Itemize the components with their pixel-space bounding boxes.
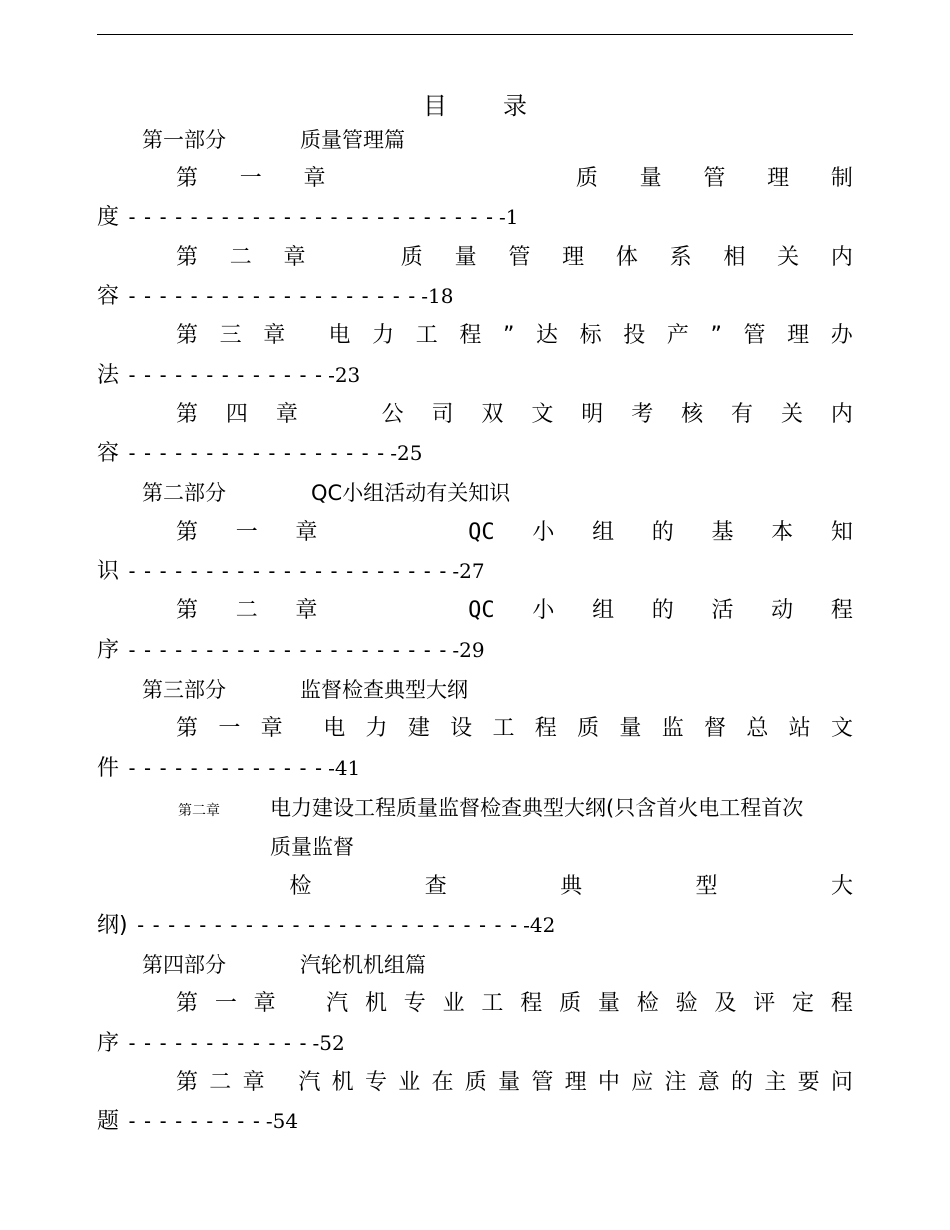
toc-entry-char: 小 <box>532 598 555 623</box>
toc-entry-char: 知 <box>830 520 853 545</box>
toc-entry-char: 站 <box>788 716 811 741</box>
toc-entry-char: 量 <box>498 1070 521 1095</box>
toc-entry-char: 管 <box>531 1070 554 1095</box>
toc-entry-char: QC <box>468 520 495 545</box>
toc-leader-1-4: 容 ------------------25 <box>97 441 423 466</box>
toc-entry-3-2-spaced <box>176 874 853 900</box>
toc-entry-4-1[interactable] <box>176 991 853 1017</box>
toc-entry-3-2-line2: 质量监督 <box>270 835 354 859</box>
toc-entry-2-1[interactable] <box>176 520 853 546</box>
toc-entry-char: 第 <box>176 402 199 427</box>
toc-entry-char: 在 <box>431 1070 454 1095</box>
page-number: -54 <box>265 1109 299 1133</box>
toc-leader-3-2: 纲) --------------------------42 <box>97 913 556 938</box>
toc-entry-char: 力 <box>365 716 388 741</box>
toc-entry-char: 业 <box>398 1070 421 1095</box>
toc-leader-1-1: 度 -------------------------1 <box>97 205 519 230</box>
toc-entry-1-1[interactable] <box>176 166 853 192</box>
toc-entry-char: 章 <box>275 402 298 427</box>
toc-leader-2-1: 识 ----------------------27 <box>97 559 485 584</box>
toc-entry-char: 意 <box>697 1070 720 1095</box>
toc-leader-1-3: 法 --------------23 <box>97 363 361 388</box>
toc-entry-char: 理 <box>787 323 810 348</box>
toc-entry-char: 产 <box>666 323 689 348</box>
toc-entry-char: 文 <box>531 402 554 427</box>
toc-entry-char: 汽 <box>298 1070 321 1095</box>
toc-entry-char: 组 <box>592 520 615 545</box>
toc-entry-char: 第 <box>176 166 199 191</box>
page-number: -42 <box>523 913 556 937</box>
toc-entry-char: 大 <box>830 874 853 899</box>
toc-entry-char: 二 <box>229 245 252 270</box>
toc-entry-char: 章 <box>295 598 318 623</box>
toc-entry-char: 质 <box>575 166 598 191</box>
toc-entry-char: 质 <box>559 991 582 1016</box>
header-rule <box>97 34 853 35</box>
toc-entry-char: 量 <box>639 166 662 191</box>
toc-entry-char: 动 <box>771 598 794 623</box>
toc-entry-char: 质 <box>400 245 423 270</box>
toc-entry-char: 章 <box>253 991 276 1016</box>
toc-entry-char: 一 <box>239 166 262 191</box>
toc-entry-char: 程 <box>830 991 853 1016</box>
toc-entry-char: 基 <box>711 520 734 545</box>
toc-entry-char: 电 <box>328 323 351 348</box>
toc-entry-char: 汽 <box>326 991 349 1016</box>
toc-entry-char: 业 <box>442 991 465 1016</box>
toc-entry-1-3[interactable] <box>176 323 853 349</box>
toc-entry-char: 管 <box>703 166 726 191</box>
toc-entry-char: 第 <box>176 245 199 270</box>
toc-entry-char: 建 <box>407 716 430 741</box>
toc-entry-char: 标 <box>579 323 602 348</box>
toc-entry-char: 注 <box>664 1070 687 1095</box>
toc-entry-2-2[interactable] <box>176 598 853 624</box>
toc-entry-char: 司 <box>431 402 454 427</box>
toc-leader-1-2: 容 --------------------18 <box>97 284 454 309</box>
part-3-label: 第三部分 <box>142 678 226 702</box>
toc-entry-char: 制 <box>830 166 853 191</box>
chapter-3-2-label: 第二章 <box>178 803 220 819</box>
toc-entry-1-4[interactable] <box>176 402 853 428</box>
toc-entry-char: 中 <box>597 1070 620 1095</box>
part-2-label: 第二部分 <box>142 481 226 505</box>
toc-entry-char: 内 <box>830 245 853 270</box>
toc-entry-char: 工 <box>481 991 504 1016</box>
toc-entry-char: 关 <box>777 245 800 270</box>
toc-entry-char: 督 <box>704 716 727 741</box>
toc-entry-char: 定 <box>792 991 815 1016</box>
toc-entry-char: 一 <box>214 991 237 1016</box>
toc-entry-char: 量 <box>597 991 620 1016</box>
page-number: -25 <box>390 441 423 465</box>
part-2-name: QC小组活动有关知识 <box>311 481 511 505</box>
toc-entry-char: 章 <box>283 245 306 270</box>
toc-entry-char: 检 <box>636 991 659 1016</box>
page-number: -18 <box>421 284 454 308</box>
toc-entry-char: 的 <box>651 598 674 623</box>
toc-entry-char: 工 <box>415 323 438 348</box>
toc-leader-2-2: 序 ----------------------29 <box>97 638 485 663</box>
toc-entry-char: 查 <box>424 874 447 899</box>
page-number: -1 <box>499 205 519 229</box>
page-number: -29 <box>452 638 485 662</box>
toc-entry-char: 型 <box>695 874 718 899</box>
toc-entry-char: 第 <box>176 716 199 741</box>
toc-entry-char: 考 <box>631 402 654 427</box>
toc-entry-char: 内 <box>830 402 853 427</box>
toc-entry-3-2-line1[interactable]: 电力建设工程质量监督检查典型大纲(只含首火电工程首次 <box>270 796 804 820</box>
toc-entry-char: 电 <box>323 716 346 741</box>
toc-entry-char: 机 <box>331 1070 354 1095</box>
toc-entry-char: 工 <box>492 716 515 741</box>
toc-entry-char: 组 <box>592 598 615 623</box>
toc-entry-char: 的 <box>731 1070 754 1095</box>
toc-entry-char: 相 <box>723 245 746 270</box>
toc-entry-char: 力 <box>372 323 395 348</box>
toc-entry-char: 双 <box>481 402 504 427</box>
toc-entry-char: 核 <box>681 402 704 427</box>
toc-leader-3-1: 件 --------------41 <box>97 756 361 781</box>
toc-entry-char: 质 <box>577 716 600 741</box>
toc-entry-char: 专 <box>364 1070 387 1095</box>
toc-entry-char: 程 <box>459 323 482 348</box>
toc-entry-char: 质 <box>464 1070 487 1095</box>
toc-entry-char: 章 <box>295 520 318 545</box>
toc-entry-char: 活 <box>711 598 734 623</box>
toc-entry-3-1[interactable] <box>176 716 853 742</box>
toc-entry-char: 理 <box>767 166 790 191</box>
part-1-name: 质量管理篇 <box>300 128 405 152</box>
toc-entry-char: 达 <box>536 323 559 348</box>
toc-entry-char: 主 <box>764 1070 787 1095</box>
toc-entry-char: 公 <box>381 402 404 427</box>
toc-entry-char: 检 <box>289 874 312 899</box>
toc-entry-char: 机 <box>364 991 387 1016</box>
toc-entry-char: 二 <box>235 598 258 623</box>
toc-entry-char: 量 <box>619 716 642 741</box>
toc-entry-char: 设 <box>450 716 473 741</box>
page-number: -52 <box>312 1031 345 1055</box>
toc-entry-char: 章 <box>263 323 286 348</box>
page-number: -41 <box>328 756 361 780</box>
toc-entry-char: 的 <box>651 520 674 545</box>
toc-entry-char: 章 <box>260 716 283 741</box>
toc-entry-char: 程 <box>520 991 543 1016</box>
toc-entry-char: 一 <box>235 520 258 545</box>
toc-entry-char: 专 <box>403 991 426 1016</box>
toc-entry-char: 明 <box>581 402 604 427</box>
toc-entry-char: 第 <box>176 323 199 348</box>
toc-entry-char: 四 <box>225 402 248 427</box>
toc-entry-char: 程 <box>534 716 557 741</box>
toc-entry-char: 管 <box>743 323 766 348</box>
toc-entry-char: 应 <box>631 1070 654 1095</box>
toc-entry-char: 章 <box>242 1070 265 1095</box>
toc-entry-char: 程 <box>830 598 853 623</box>
toc-entry-char: 验 <box>675 991 698 1016</box>
toc-entry-char: 管 <box>508 245 531 270</box>
toc-entry-char: 投 <box>623 323 646 348</box>
part-3-name: 监督检查典型大纲 <box>300 678 468 702</box>
part-1-label: 第一部分 <box>142 128 226 152</box>
toc-entry-char: 总 <box>746 716 769 741</box>
toc-entry-char: ” <box>710 323 722 348</box>
toc-entry-char: 文 <box>830 716 853 741</box>
page-number: -23 <box>328 363 361 387</box>
toc-entry-char: 三 <box>219 323 242 348</box>
page-title: 目录 <box>423 92 583 120</box>
toc-entry-char: ” <box>502 323 515 348</box>
toc-entry-char: 第 <box>176 598 199 623</box>
toc-entry-char: 体 <box>615 245 638 270</box>
toc-entry-char: 问 <box>830 1070 853 1095</box>
toc-entry-char: 理 <box>562 245 585 270</box>
toc-entry-char: 典 <box>560 874 583 899</box>
toc-entry-char: 关 <box>780 402 803 427</box>
toc-entry-char: 量 <box>454 245 477 270</box>
toc-entry-char: 本 <box>771 520 794 545</box>
toc-entry-char: 二 <box>209 1070 232 1095</box>
toc-entry-char: QC <box>468 598 495 623</box>
toc-entry-char: 第 <box>176 520 199 545</box>
toc-entry-char: 小 <box>532 520 555 545</box>
toc-entry-char: 一 <box>218 716 241 741</box>
toc-entry-char: 理 <box>564 1070 587 1095</box>
toc-entry-char: 及 <box>714 991 737 1016</box>
part-4-name: 汽轮机机组篇 <box>300 953 426 977</box>
toc-entry-char: 章 <box>303 166 326 191</box>
toc-entry-1-2[interactable] <box>176 245 853 271</box>
toc-entry-char: 第 <box>176 1070 199 1095</box>
toc-entry-char: 系 <box>669 245 692 270</box>
toc-entry-4-2[interactable] <box>176 1070 853 1096</box>
toc-entry-char: 要 <box>797 1070 820 1095</box>
toc-entry-char: 评 <box>753 991 776 1016</box>
toc-leader-4-1: 序 -------------52 <box>97 1031 345 1056</box>
toc-entry-char: 监 <box>661 716 684 741</box>
toc-leader-4-2: 题 ----------54 <box>97 1109 299 1134</box>
toc-entry-char: 办 <box>830 323 853 348</box>
part-4-label: 第四部分 <box>142 953 226 977</box>
toc-entry-char: 有 <box>731 402 754 427</box>
toc-entry-char: 第 <box>176 991 199 1016</box>
page-number: -27 <box>452 559 485 583</box>
